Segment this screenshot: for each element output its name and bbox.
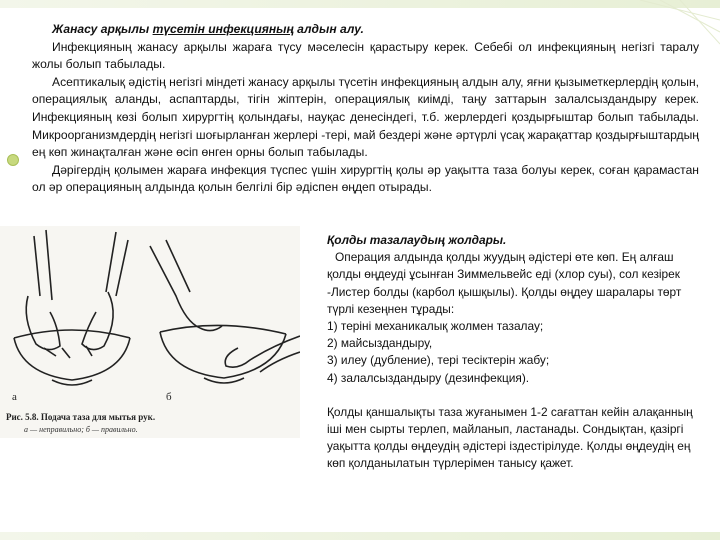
bottom-decor-band xyxy=(0,532,720,540)
figure-label-a: а xyxy=(12,391,17,403)
figure-label-b: б xyxy=(166,391,172,403)
step-2: 2) майсыздандыру, xyxy=(327,336,433,351)
section-title: Қолды тазалаудың жолдары. xyxy=(327,233,507,247)
intro-heading-suffix: алдын алу. xyxy=(293,22,364,36)
section-intro: Операция алдында қолды жуудың әдістері өте көп. Ең алғаш қолды өңдеуді ұсынған Зиммельвейс еді (хлор суы), сол кезірек -Листер болды (карбол қышқылы). Қолды өңдеу шаралары төрт түрлі кезеңнен тұрады: xyxy=(327,250,682,316)
intro-heading-prefix: Жанасу арқылы xyxy=(52,22,153,36)
intro-paragraph-3: Дәрігердің қолымен жарағa инфекция түспес үшін хирургтің қолы әр уақытта таза болуы керек, соған қарамастан ол әр операцияның алдында қолын белгілі бір әдіспен өңдеп отырады. xyxy=(32,162,699,195)
intro-paragraph-2: Асептикалық әдістің негізгі міндеті жанасу арқылы түсетін инфекцияның алдын алу, яғни қызыметкерлердің қолын, операциялық аланды, аспаптарды, тігін жіптерін, операциялық киімді, таңу заттарын залалсыздандыру керек. Инфекцияның көзі болып хирургтің қолындағы, науқас денесіндегі, т.б. жерлердегі қоздырғыштар болып табылады. Микроорганизмдердің негізгі шоғырланған жерлері -тері, май бездері және әртүрлі үсақ жарақаттар қоздырғыштардың ең көп жинақталған және өсіп өнген орны болып табылады. xyxy=(32,74,699,160)
step-1: 1) теріні механикалық жолмен тазалау; xyxy=(327,319,544,334)
intro-heading xyxy=(32,21,699,39)
figure-caption-line-1: Рис. 5.8. Подача таза для мытья рук. xyxy=(6,412,156,422)
figure-caption-line-2: а — неправильно; б — правильно. xyxy=(24,425,138,434)
step-4: 4) залалсыздандыру (дезинфекция). xyxy=(327,370,530,385)
hand-washing-illustration xyxy=(0,226,300,438)
hand-cleaning-section xyxy=(327,232,699,473)
paragraph-gap xyxy=(327,387,699,404)
green-bullet-dot xyxy=(7,154,19,166)
basin-drawing-a xyxy=(14,230,130,385)
section-closing: Қолды қаншалықты таза жуғанымен 1-2 сағаттан кейін алақанның іші мен сырты терлеп, майланып, ластанады. Сондықтан, қазіргі уақытта қолды өңдеудің әдістері іздестірілуде. Қолды өңдеудің ең көп қолданылатын түрлерімен танысу қажет. xyxy=(327,404,693,471)
intro-section xyxy=(32,21,699,197)
intro-heading-underlined: түсетін инфекцияның xyxy=(152,22,294,36)
intro-paragraph-1: Инфекцияның жанасу арқылы жарағa түсу мәселесін қарастыру керек. Себебі ол инфекцияның негізгі таралу жолы болып табылады. xyxy=(32,39,699,72)
basin-drawing-b xyxy=(150,240,300,383)
step-3: 3) илеу (дубление), тері тесіктерін жабу; xyxy=(327,353,550,368)
